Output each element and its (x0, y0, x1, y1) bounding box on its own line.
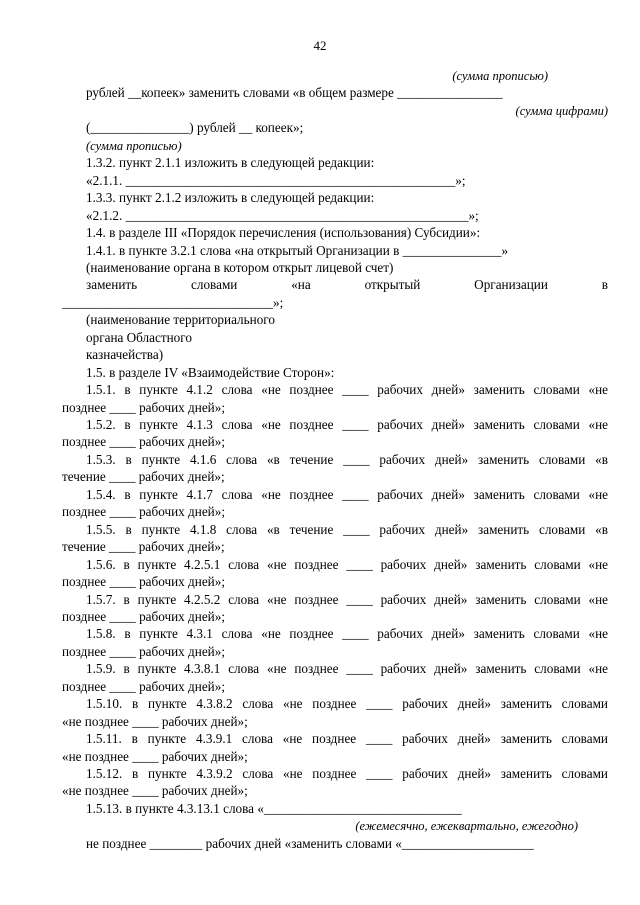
document-line: 1.5.1. в пункте 4.1.2 слова «не позднее ____ рабочих дней» заменить словами «не (86, 382, 608, 398)
document-line: 1.5.10. в пункте 4.3.8.2 слова «не позднее ____ рабочих дней» заменить словами (86, 696, 608, 712)
document-line: «не позднее ____ рабочих дней»; (62, 748, 248, 764)
document-line: рублей __копеек» заменить словами «в общем размере ________________ (86, 85, 503, 101)
document-line: ________________________________»; (62, 294, 284, 310)
document-line: (сумма прописью) (452, 69, 548, 83)
document-line: позднее ____ рабочих дней»; (62, 399, 225, 415)
document-line: течение ____ рабочих дней»; (62, 539, 225, 555)
document-line: заменить словами «на открытый Организации в (86, 277, 608, 293)
document-line: не позднее ________ рабочих дней «заменить словами «____________________ (86, 835, 534, 851)
document-line: течение ____ рабочих дней»; (62, 469, 225, 485)
document-line: казначейства) (86, 347, 164, 363)
document-line: 1.5.8. в пункте 4.3.1 слова «не позднее ____ рабочих дней» заменить словами «не (86, 626, 608, 642)
document-line: (сумма цифрами) (515, 103, 608, 118)
document-line: позднее ____ рабочих дней»; (62, 574, 225, 590)
document-line: «не позднее ____ рабочих дней»; (62, 713, 248, 729)
document-line: (сумма прописью) (86, 138, 182, 153)
document-line: «2.1.2. ____________________________________________________»; (86, 207, 479, 223)
document-line: 1.5.6. в пункте 4.2.5.1 слова «не позднее ____ рабочих дней» заменить словами «не (86, 556, 608, 572)
document-line: 1.3.2. пункт 2.1.1 изложить в следующей редакции: (86, 155, 375, 171)
document-line: (ежемесячно, ежеквартально, ежегодно) (355, 819, 578, 834)
document-line: 1.4. в разделе III «Порядок перечисления (использования) Субсидии»: (86, 225, 481, 241)
document-line: позднее ____ рабочих дней»; (62, 504, 225, 520)
document-line: (наименование территориального (86, 312, 275, 328)
page-number: 42 (313, 38, 327, 53)
document-line: 1.5.4. в пункте 4.1.7 слова «не позднее ____ рабочих дней» заменить словами «не (86, 486, 608, 502)
document-line: 1.5. в разделе IV «Взаимодействие Сторон»: (86, 364, 335, 380)
document-line: 1.5.3. в пункте 4.1.6 слова «в течение ____ рабочих дней» заменить словами «в (86, 451, 608, 467)
document-line: органа Областного (86, 329, 192, 345)
document-line: 1.4.1. в пункте 3.2.1 слова «на открытый Организации в _______________» (86, 242, 509, 258)
document-line: позднее ____ рабочих дней»; (62, 643, 225, 659)
document-line: 1.5.13. в пункте 4.3.13.1 слова «______________________________ (86, 800, 462, 816)
document-line: позднее ____ рабочих дней»; (62, 608, 225, 624)
document-line: «2.1.1. __________________________________________________»; (86, 172, 466, 188)
document-line: 1.5.2. в пункте 4.1.3 слова «не позднее ____ рабочих дней» заменить словами «не (86, 417, 608, 432)
document-line: 1.5.5. в пункте 4.1.8 слова «в течение ____ рабочих дней» заменить словами «в (86, 521, 608, 537)
document-line: 1.5.9. в пункте 4.3.8.1 слова «не позднее ____ рабочих дней» заменить словами «не (86, 661, 608, 677)
document-line: 1.5.12. в пункте 4.3.9.2 слова «не позднее ____ рабочих дней» заменить словами (86, 766, 608, 781)
document-line: «не позднее ____ рабочих дней»; (62, 783, 248, 799)
document-line: 1.5.7. в пункте 4.2.5.2 слова «не позднее ____ рабочих дней» заменить словами «не (86, 591, 608, 607)
document-line: (наименование органа в котором открыт лицевой счет) (86, 259, 394, 275)
document-line: (_______________) рублей __ копеек»; (86, 120, 304, 136)
document-line: позднее ____ рабочих дней»; (62, 434, 225, 450)
document-line: позднее ____ рабочих дней»; (62, 678, 225, 694)
document-line: 1.5.11. в пункте 4.3.9.1 слова «не позднее ____ рабочих дней» заменить словами (86, 731, 608, 747)
document-line: 1.3.3. пункт 2.1.2 изложить в следующей редакции: (86, 190, 375, 206)
